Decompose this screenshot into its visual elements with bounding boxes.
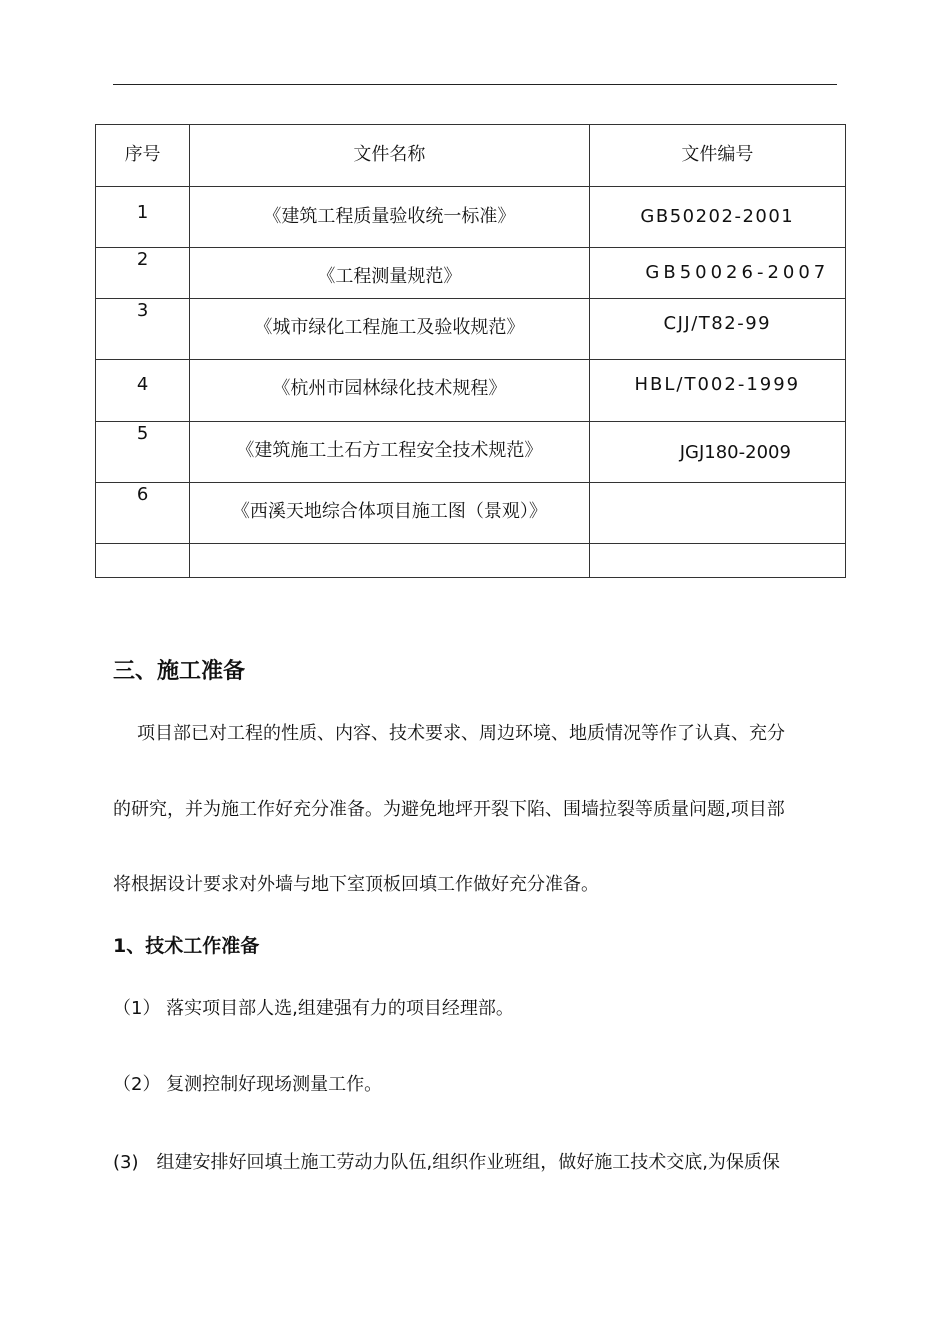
row-file-name: 《工程测量规范》 — [317, 266, 462, 287]
paragraph-line: 将根据设计要求对外墙与地下室顶板回填工作做好充分准备。 — [113, 874, 599, 895]
row-index: 6 — [136, 484, 149, 505]
table-row — [96, 483, 846, 544]
table-row — [96, 248, 846, 299]
row-file-code: GB50026-2007 — [645, 262, 830, 283]
row-file-name: 《建筑施工土石方工程安全技术规范》 — [236, 440, 543, 461]
row-file-name: 《建筑工程质量验收统一标准》 — [263, 206, 516, 227]
row-file-code: CJJ/T82-99 — [663, 313, 772, 334]
list-item: （2） 复测控制好现场测量工作。 — [113, 1074, 383, 1095]
table-row — [96, 299, 846, 360]
table-header-row — [96, 125, 846, 187]
reference-standards-table — [95, 124, 846, 578]
subsection-heading: 1、技术工作准备 — [113, 935, 260, 957]
table-row — [96, 187, 846, 248]
header-file-name: 文件名称 — [353, 144, 426, 165]
row-file-code: HBL/T002-1999 — [634, 374, 801, 395]
row-file-name: 《杭州市园林绿化技术规程》 — [272, 378, 507, 399]
paragraph-line: 项目部已对工程的性质、内容、技术要求、周边环境、地质情况等作了认真、充分 — [137, 723, 785, 744]
row-file-name: 《城市绿化工程施工及验收规范》 — [254, 317, 525, 338]
row-index: 2 — [136, 249, 149, 270]
header-index: 序号 — [124, 144, 161, 165]
row-index: 5 — [136, 423, 149, 444]
list-item: (3) 组建安排好回填土施工劳动力队伍,组织作业班组，做好施工技术交底,为保质保 — [113, 1152, 780, 1173]
paragraph-line: 的研究，并为施工作好充分准备。为避免地坪开裂下陷、围墙拉裂等质量问题,项目部 — [113, 799, 785, 820]
row-file-code: GB50202-2001 — [640, 206, 795, 227]
header-rule — [113, 84, 837, 85]
row-file-name: 《西溪天地综合体项目施工图（景观）》 — [231, 501, 547, 522]
header-file-code: 文件编号 — [681, 144, 754, 165]
list-item: （1） 落实项目部人选,组建强有力的项目经理部。 — [113, 998, 514, 1019]
table-row — [96, 544, 846, 578]
table-row — [96, 422, 846, 483]
row-index: 4 — [136, 374, 149, 395]
row-index: 3 — [136, 300, 149, 321]
row-file-code: JGJ180-2009 — [679, 442, 791, 463]
table-row — [96, 360, 846, 422]
section-heading: 三、施工准备 — [113, 659, 246, 684]
row-index: 1 — [136, 202, 149, 223]
